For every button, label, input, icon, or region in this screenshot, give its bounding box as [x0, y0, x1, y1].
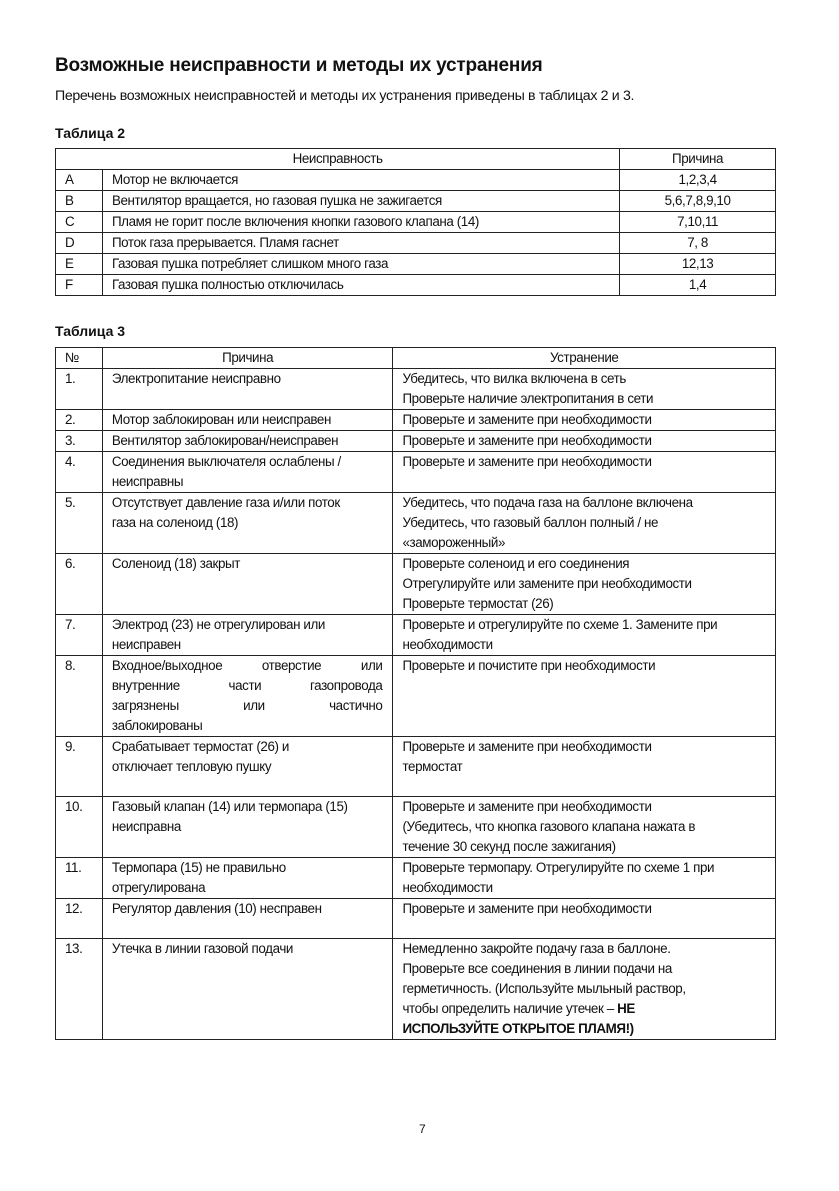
cause-line: Газовый клапан (14) или термопара (15)	[111, 799, 348, 814]
row-fix	[393, 737, 776, 797]
row-fix	[393, 939, 776, 1040]
intro-text: Перечень возможных неисправностей и методы их устранения приведены в таблицах 2 и 3.	[55, 88, 635, 104]
row-number: 7.	[56, 615, 103, 656]
table-row	[56, 452, 776, 493]
table-row	[56, 737, 776, 797]
row-number: 12.	[56, 899, 103, 939]
row-number: 2.	[56, 410, 103, 431]
cause-line: Соленоид (18) закрыт	[111, 556, 240, 571]
table-row	[56, 254, 776, 275]
row-code: A	[56, 170, 103, 191]
fix-line: Проверьте все соединения в линии подачи на	[402, 961, 672, 976]
row-fix	[393, 452, 776, 493]
fix-line: Проверьте соленоид и его соединения	[402, 556, 630, 571]
cause-line: газа на соленоид (18)	[111, 515, 239, 530]
fix-line: Проверьте и замените при необходимости	[402, 412, 652, 427]
cause-line: Термопара (15) не правильно	[111, 860, 286, 875]
table-row	[56, 493, 776, 554]
warning-text: ИСПОЛЬЗУЙТЕ ОТКРЫТОЕ ПЛАМЯ!)	[402, 1021, 634, 1036]
warning-text: НЕ	[617, 1001, 635, 1016]
cause-line: загрязнены или частично	[111, 698, 383, 713]
row-cause	[102, 797, 393, 858]
page-number: 7	[419, 1122, 426, 1136]
row-code: D	[56, 233, 103, 254]
row-cause: 1,4	[620, 275, 776, 296]
row-fault: Вентилятор вращается, но газовая пушка не зажигается	[102, 191, 619, 212]
cause-line: внутренние части газопровода	[111, 678, 383, 693]
cause-line: отключает тепловую пушку	[111, 759, 272, 774]
table-row	[56, 233, 776, 254]
table-row	[56, 858, 776, 899]
fix-line: (Убедитесь, что кнопка газового клапана нажата в	[402, 819, 696, 834]
fix-line: Проверьте и замените при необходимости	[402, 901, 652, 916]
row-number: 4.	[56, 452, 103, 493]
row-number: 13.	[56, 939, 103, 1040]
fix-line: Убедитесь, что газовый баллон полный / не	[402, 515, 659, 530]
fix-line: необходимости	[402, 637, 493, 652]
table-row	[56, 369, 776, 410]
page-title: Возможные неисправности и методы их устранения	[55, 55, 543, 76]
row-cause	[102, 899, 393, 939]
header-cause: Причина	[102, 348, 393, 369]
cause-line: Мотор заблокирован или неисправен	[111, 412, 331, 427]
fix-line: Проверьте и замените при необходимости	[402, 454, 652, 469]
cause-line: неисправны	[111, 474, 184, 489]
header-fault: Неисправность	[56, 149, 620, 170]
cause-line: Электрод (23) не отрегулирован или	[111, 617, 325, 632]
fix-line: термостат	[402, 759, 463, 774]
fix-line: герметичность. (Используйте мыльный раствор,	[402, 981, 686, 996]
row-cause	[102, 369, 393, 410]
row-fault: Поток газа прерывается. Пламя гаснет	[102, 233, 619, 254]
row-fix	[393, 899, 776, 939]
row-code: E	[56, 254, 103, 275]
cause-line: неисправен	[111, 637, 181, 652]
table-row	[56, 656, 776, 737]
row-cause	[102, 737, 393, 797]
table3-header	[56, 348, 776, 369]
table-row	[56, 899, 776, 939]
fix-line: Проверьте и замените при необходимости	[402, 799, 652, 814]
cause-line: заблокированы	[111, 718, 203, 733]
header-cause: Причина	[620, 149, 776, 170]
table-row	[56, 615, 776, 656]
row-cause: 1,2,3,4	[620, 170, 776, 191]
fix-line: Проверьте и почистите при необходимости	[402, 658, 656, 673]
fix-line: Проверьте и замените при необходимости	[402, 433, 652, 448]
row-cause	[102, 858, 393, 899]
fix-line: течение 30 секунд после зажигания)	[402, 839, 616, 854]
fix-line: необходимости	[402, 880, 493, 895]
cause-line: Утечка в линии газовой подачи	[111, 941, 293, 956]
row-fix	[393, 410, 776, 431]
row-fix	[393, 554, 776, 615]
table-row	[56, 939, 776, 1040]
row-number: 10.	[56, 797, 103, 858]
cause-line: Отсутствует давление газа и/или поток	[111, 495, 340, 510]
table-row	[56, 170, 776, 191]
header-number: №	[56, 348, 103, 369]
cause-line: Вентилятор заблокирован/неисправен	[111, 433, 339, 448]
row-cause: 7, 8	[620, 233, 776, 254]
row-fault: Газовая пушка потребляет слишком много газа	[102, 254, 619, 275]
row-number: 9.	[56, 737, 103, 797]
cause-line: Электропитание неисправно	[111, 371, 281, 386]
row-cause	[102, 939, 393, 1040]
row-cause: 5,6,7,8,9,10	[620, 191, 776, 212]
row-cause	[102, 452, 393, 493]
table-row	[56, 275, 776, 296]
row-number: 1.	[56, 369, 103, 410]
fix-line: чтобы определить наличие утечек –	[402, 1001, 618, 1016]
row-number: 6.	[56, 554, 103, 615]
row-code: B	[56, 191, 103, 212]
row-cause	[102, 554, 393, 615]
row-fault: Пламя не горит после включения кнопки газового клапана (14)	[102, 212, 619, 233]
fix-line: Проверьте термопару. Отрегулируйте по схеме 1 при	[402, 860, 715, 875]
row-cause: 7,10,11	[620, 212, 776, 233]
row-fix	[393, 431, 776, 452]
table3	[55, 347, 776, 1040]
row-fault: Мотор не включается	[102, 170, 619, 191]
row-cause	[102, 656, 393, 737]
table3-caption: Таблица 3	[55, 323, 126, 339]
table2	[55, 148, 776, 296]
row-number: 3.	[56, 431, 103, 452]
cause-line: Входное/выходное отверстие или	[111, 658, 383, 673]
fix-line: Убедитесь, что вилка включена в сеть	[402, 371, 626, 386]
row-fix	[393, 797, 776, 858]
table-row	[56, 191, 776, 212]
row-code: F	[56, 275, 103, 296]
table-row	[56, 410, 776, 431]
fix-line: «замороженный»	[402, 535, 506, 550]
row-number: 8.	[56, 656, 103, 737]
table2-header	[56, 149, 776, 170]
row-cause	[102, 410, 393, 431]
row-number: 5.	[56, 493, 103, 554]
row-cause: 12,13	[620, 254, 776, 275]
fix-line: Немедленно закройте подачу газа в баллоне.	[402, 941, 671, 956]
fix-line: Проверьте термостат (26)	[402, 596, 554, 611]
fix-line: Отрегулируйте или замените при необходимости	[402, 576, 692, 591]
cause-line: Соединения выключателя ослаблены /	[111, 454, 341, 469]
row-fault: Газовая пушка полностью отключилась	[102, 275, 619, 296]
row-cause	[102, 431, 393, 452]
table-row	[56, 431, 776, 452]
row-fix	[393, 615, 776, 656]
row-code: C	[56, 212, 103, 233]
table2-caption: Таблица 2	[55, 125, 126, 141]
cause-line: Срабатывает термостат (26) и	[111, 739, 289, 754]
row-fix	[393, 656, 776, 737]
cause-line: неисправна	[111, 819, 181, 834]
table-row	[56, 797, 776, 858]
fix-line: Проверьте и замените при необходимости	[402, 739, 652, 754]
fix-line: Проверьте и отрегулируйте по схеме 1. Замените при	[402, 617, 718, 632]
fix-line: Убедитесь, что подача газа на баллоне включена	[402, 495, 693, 510]
table-row	[56, 554, 776, 615]
cause-line: Регулятор давления (10) несправен	[111, 901, 322, 916]
table-row	[56, 212, 776, 233]
row-fix	[393, 369, 776, 410]
header-fix: Устранение	[393, 348, 776, 369]
cause-line: отрегулирована	[111, 880, 206, 895]
fix-line: Проверьте наличие электропитания в сети	[402, 391, 654, 406]
row-cause	[102, 615, 393, 656]
row-cause	[102, 493, 393, 554]
row-number: 11.	[56, 858, 103, 899]
row-fix	[393, 858, 776, 899]
row-fix	[393, 493, 776, 554]
